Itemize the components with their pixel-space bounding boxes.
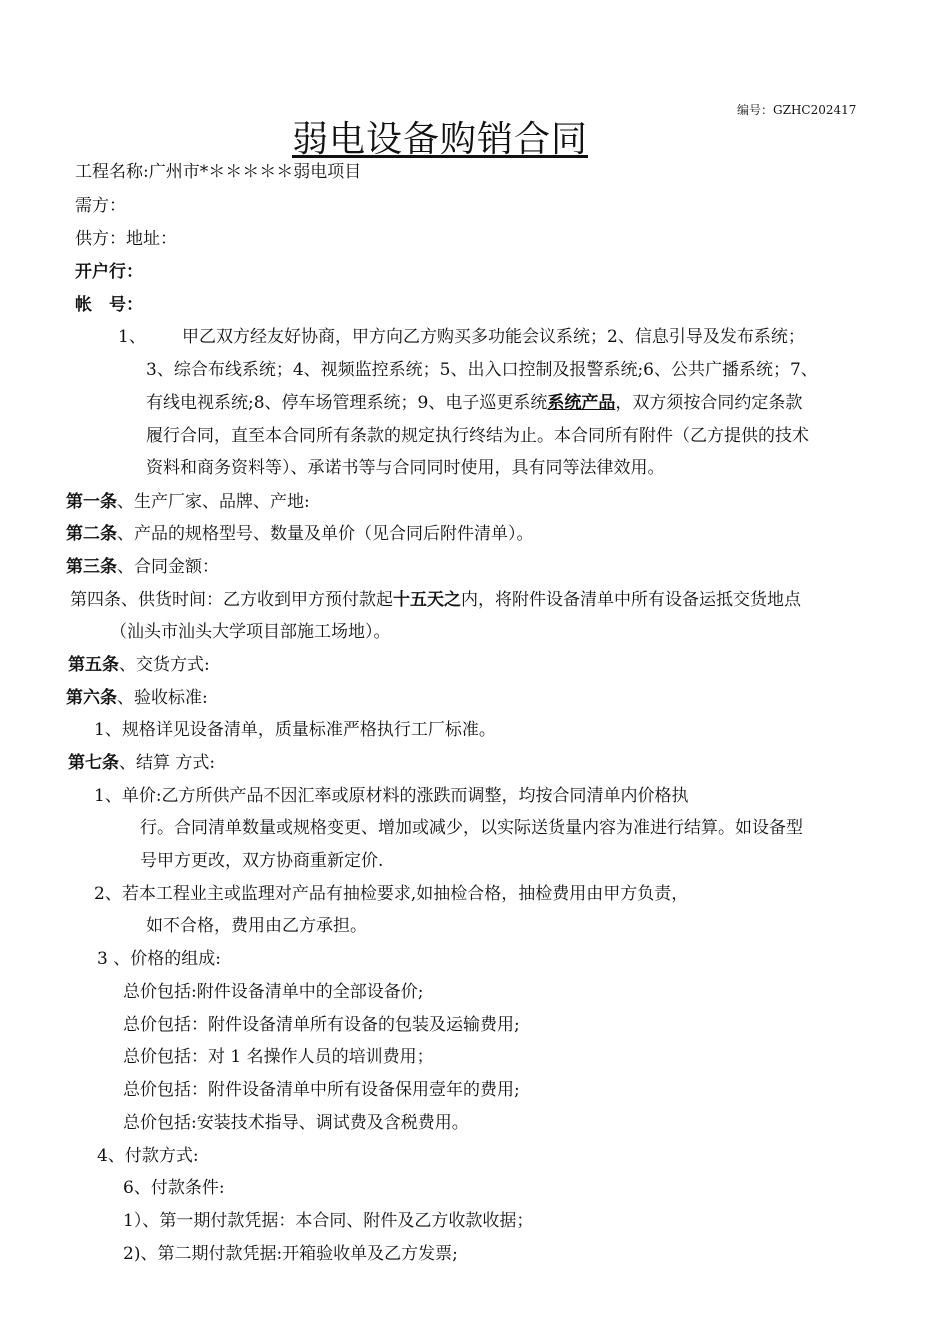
intro-line-3-text: 有线电视系统;8、停车场管理系统；9、电子巡更系统 (146, 393, 548, 413)
account-label: 帐 号： (75, 295, 143, 315)
article-5-text: 、交货方式: (119, 655, 210, 675)
article-7-item-1-line-3: 号甲方更改，双方协商重新定价. (140, 851, 384, 871)
serial-label: 编号： (737, 103, 774, 117)
intro-line-3-tail: ，双方须按合同约定条款 (615, 393, 803, 413)
article-6-head: 第六条 (66, 688, 117, 708)
article-4 (70, 588, 801, 612)
payment-conditions: 6、付款条件: (123, 1178, 225, 1198)
article-7-item-3: 3 、价格的组成: (97, 949, 221, 969)
article-3 (66, 555, 219, 579)
serial-value: GZHC202417 (773, 103, 857, 117)
article-5-head: 第五条 (68, 655, 119, 675)
article-6-item-1: 1、规格详见设备清单，质量标准严格执行工厂标准。 (94, 720, 496, 740)
bank-label: 开户行： (75, 262, 143, 282)
article-7-item-4: 4、付款方式: (97, 1146, 199, 1166)
price-component-5: 总价包括:安装技术指导、调试费及含税费用。 (123, 1113, 469, 1133)
article-2-text: 、产品的规格型号、数量及单价（见合同后附件清单）。 (117, 524, 534, 544)
intro-highlight: 系统产品 (547, 393, 616, 413)
article-3-text: 、合同金额： (117, 557, 219, 577)
article-2 (66, 522, 534, 546)
article-2-head: 第二条 (66, 524, 117, 544)
price-component-1: 总价包括:附件设备清单中的全部设备价; (123, 982, 424, 1002)
article-7-item-1-line-2: 行。合同清单数量或规格变更、增加或减少，以实际送货量内容为准进行结算。如设备型 (140, 818, 803, 838)
article-7-item-2-line-2: 如不合格，费用由乙方承担。 (146, 916, 367, 936)
article-7-head: 第七条 (68, 753, 119, 773)
article-4-emphasis: 十五天之 (393, 590, 461, 610)
article-4-text: 第四条、供货时间：乙方收到甲方预付款起 (70, 590, 393, 610)
article-7-item-1: 1、单价:乙方所供产品不因汇率或原材料的涨跌而调整，均按合同清单内价格执 (94, 786, 689, 806)
article-6-text: 、验收标准: (117, 688, 208, 708)
intro-line-1: 甲乙双方经友好协商，甲方向乙方购买多功能会议系统；2、信息引导及发布系统； (182, 327, 805, 347)
price-component-4: 总价包括：附件设备清单中所有设备保用壹年的费用; (123, 1080, 520, 1100)
supplier-address: 供方：地址： (75, 229, 177, 249)
article-7-item-2: 2、若本工程业主或监理对产品有抽检要求,如抽检合格，抽检费用由甲方负责， (94, 884, 689, 904)
article-1-text: 、生产厂家、品牌、产地: (117, 492, 310, 512)
article-3-head: 第三条 (66, 557, 117, 577)
intro-line-3 (146, 391, 802, 415)
article-4-line-2: （汕头市汕头大学项目部施工场地）。 (110, 622, 391, 642)
article-7-text: 、结算 方式: (119, 753, 216, 773)
contract-serial (737, 98, 856, 122)
intro-number: 1、 (118, 327, 146, 347)
price-component-2: 总价包括：附件设备清单所有设备的包装及运输费用; (123, 1015, 520, 1035)
article-4-tail: 内，将附件设备清单中所有设备运抵交货地点 (461, 590, 801, 610)
article-5 (68, 653, 210, 677)
article-1-head: 第一条 (66, 492, 117, 512)
article-6 (66, 686, 208, 710)
intro-line-2: 3、综合布线系统；4、视频监控系统；5、出入口控制及报警系统;6、公共广播系统；7、 (146, 360, 818, 380)
price-component-3: 总价包括：对 1 名操作人员的培训费用； (123, 1047, 434, 1067)
project-name: 工程名称:广州市*＊＊＊＊＊弱电项目 (75, 162, 362, 182)
buyer-label: 需方： (75, 196, 126, 216)
article-1 (66, 490, 310, 514)
intro-line-5: 资料和商务资料等）、承诺书等与合同同时使用，具有同等法律效用。 (146, 458, 665, 478)
article-7 (68, 751, 215, 775)
payment-stage-1: 1）、第一期付款凭据：本合同、附件及乙方收款收据； (123, 1211, 534, 1231)
page-title: 弱电设备购销合同 (292, 119, 589, 160)
payment-stage-2: 2)、第二期付款凭据:开箱验收单及乙方发票; (123, 1244, 458, 1264)
intro-line-4: 履行合同，直至本合同所有条款的规定执行终结为止。本合同所有附件（乙方提供的技术 (146, 426, 809, 446)
